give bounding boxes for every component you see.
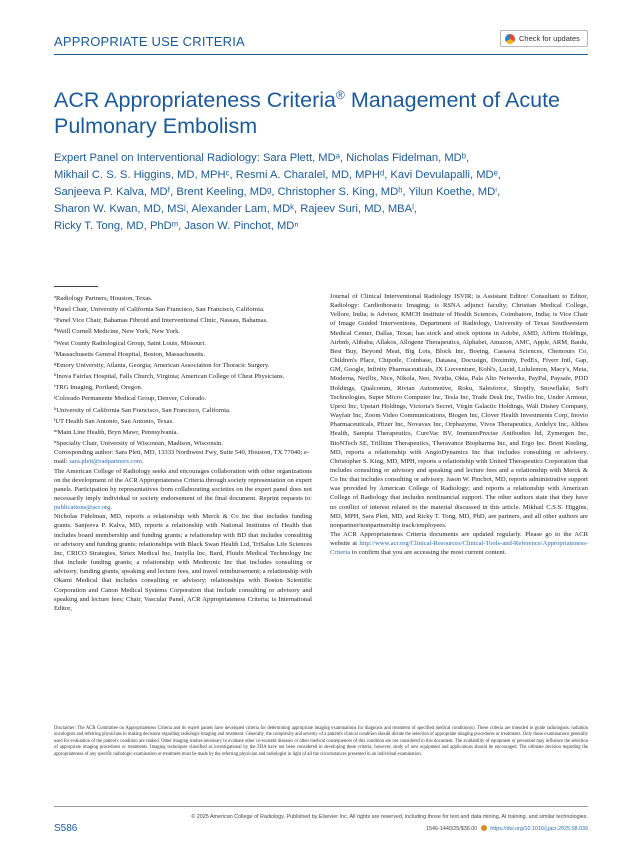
affiliation-item xyxy=(54,392,312,403)
affiliation-text: UT Health San Antonio, San Antonio, Texas. xyxy=(55,417,174,425)
affiliation-marker: m xyxy=(54,427,58,433)
affiliation-item xyxy=(54,325,312,336)
acr-statement-end: . xyxy=(110,504,112,512)
affiliation-marker: c xyxy=(54,316,56,322)
update-note-text: The ACR Appropriateness Criteria documents are updated regularly. Please go to the ACR website at xyxy=(330,531,588,548)
affiliation-item xyxy=(54,348,312,359)
affiliation-item xyxy=(54,337,312,348)
doi-link[interactable]: https://doi.org/10.1016/j.jacr.2025.08.039 xyxy=(490,826,588,832)
title-part-2: Management of Acute Pulmonary Embolism xyxy=(54,88,560,139)
affiliation-marker: d xyxy=(54,327,57,333)
registered-mark: ® xyxy=(336,88,345,102)
article-title xyxy=(54,82,594,139)
section-header: APPROPRIATE USE CRITERIA xyxy=(54,34,245,49)
affiliation-item xyxy=(54,314,312,325)
update-note-end: to confirm that you are accessing the most current content. xyxy=(350,549,507,557)
acr-statement-text: The American College of Radiology seeks and encourages collaboration with other organizations on the development of the ACR Appropriateness Criteria through society representation on expert panels. Participation by representatives from collaborating societies on the expert panel does not necessarily imply individual or society endorsement of the final document. Reprint requests to: xyxy=(54,467,312,502)
affiliation-text: Massachusetts General Hospital, Boston, Massachusetts. xyxy=(55,350,206,358)
affiliation-item xyxy=(54,381,312,392)
author-line: Sanjeeva P. Kalva, MDᶠ, Brent Keeling, MDᵍ, Christopher S. King, MDʰ, Yilun Koethe, MDⁱ, xyxy=(54,186,501,198)
affiliation-text: University of California San Francisco, San Francisco, California. xyxy=(56,406,231,414)
affiliation-marker: i xyxy=(54,383,56,389)
affiliation-text: Emory University, Atlanta, Georgia; American Association for Thoracic Surgery. xyxy=(56,361,270,369)
affiliation-text: West County Radiological Group, Saint Louis, Missouri. xyxy=(56,339,206,347)
affiliation-marker: l xyxy=(54,416,56,422)
reprint-email-link[interactable]: publications@acr.org xyxy=(54,504,111,512)
affiliation-item xyxy=(54,404,312,415)
page-number: S586 xyxy=(54,823,78,834)
header-divider xyxy=(54,54,588,55)
corresponding-author xyxy=(54,448,312,466)
affiliation-text: Inova Fairfax Hospital, Falls Church, Virginia; American College of Chest Physicians. xyxy=(56,373,285,381)
author-line: Ricky T. Tong, MD, PhDᵐ, Jason W. Pinchot, MDⁿ xyxy=(54,220,299,232)
corresponding-end: . xyxy=(141,458,144,466)
disclosures-left: Nicholas Fidelman, MD, reports a relationship with Merck & Co Inc that includes funding grants. Sanjeeva P. Kalva, MD, reports a relationship with National Institutes of Health that includes board membership and funding grants; a relationship with BD that includes consulting or advisory and funding grants; relationships with Black Swan Health Ltd, TriSalus Life Sciences Inc, CRICO Strategies, Sirtex Medical Inc, Instylla Inc, Bard, Fluidx Medical Technology Inc that include funding grants; a relationship with Medtronic Inc that includes consulting or advisory, funding grants, speaking and lecture fees, and travel reimbursement; a relationship with Okami Medical that includes consulting or advisory; relationships with Boston Scientific Corporation and Canon Medical Systems Corporation that include consulting or advisory and speaking and lecture fees; Chair, Vascular Panel, ACR Appropriateness Criteria; is International Editor, xyxy=(54,513,312,612)
issn: 1546-1440/25/$36.00 xyxy=(426,826,478,832)
affiliation-item xyxy=(54,292,312,303)
affiliation-marker: h xyxy=(54,372,57,378)
doi-icon xyxy=(481,825,487,831)
affiliation-marker: k xyxy=(54,405,57,411)
footnote-divider xyxy=(54,286,98,287)
affiliation-marker: n xyxy=(54,439,57,445)
issn-doi-line xyxy=(134,825,588,832)
affiliation-item xyxy=(54,415,312,426)
affiliation-text: Specialty Chair, University of Wisconsin, Madison, Wisconsin. xyxy=(56,440,223,448)
right-column xyxy=(330,292,588,558)
author-line: Sharon W. Kwan, MD, MSʲ, Alexander Lam, MDᵏ, Rajeev Suri, MD, MBAˡ, xyxy=(54,203,417,215)
title-part-1: ACR Appropriateness Criteria xyxy=(54,88,337,113)
disclosures-right: Journal of Clinical Interventional Radiology ISVIR; is Assistant Editor/ Consultant to Editor, Radiology: Cardiothoracic Imaging; is RSNA adjunct faculty; Christian Medical College, Vellore, India; is Advisor, KMCH Institute of Health Sciences, Coimbatore, India; is Vice Chair of Image Guided Interventions, Department of Radiology, University of Texas Southwestern Medical Center, Dallas, Texas; has stock and stock options in Adobe, AMD, Affirm Holdings, Airbnb, Alibaba, Allakos, Allogene Therapeutics, Alphabet, Amazon, AMC, Apple, ARM, Baidu, Best Buy, Beyond Meat, Big Lots, Block Inc, Boeing, Cassava Sciences, Chemours Co, Children's Place, Chipotle, Coinbase, Datasea, Docusign, Doximity, FedEx, Fiverr Intl, Gap, GM, Google, Infinity Pharmaceuticals, JX Luxventure, Kohl's, Lucid, Lululemon, Macy's, Meta, Moderna, Netflix, Nice, Nikola, Neo, Nvidia, Okta, Pala Alto Networks, PayPal, Paysafe, PDD Holdings, Qualcomm, Rivian Automotive, Roku, Salesforce, Shopify, Snowflake, SoFi Technologies, Super Micro Computer Inc, Tesla Inc, Trade Desk Inc, Twilio Inc, Under Armour, Upexi Inc, Upstart Holdings, Victoria's Secret, Virgin Galactic Holdings, Walt Disney Company, Wayfair Inc, Zoom Video Communications, Biogen Inc, Clover Health Investments Corp, Inovio Pharmaceuticals, Pfizer Inc, Novavax Inc, Orphazyme, Vivos Therapeutics, Ardelyx Inc, Althea Health, Sarepta Therapeutics, CureVac BV, ImmunoPrecise Antibodies ltd, Zymergen Inc, BioNTech SE, Trillium Therapeutics, Theravance Biopharma Inc, and Ergo Inc. Brent Keeling, MD, reports a relationship with AngioDynamics Inc that includes consulting or advisory. Christopher S. King, MD, MPH, reports a relationship with United Therapeutics Corporation that includes consulting or advisory and speaking and lecture fees and a relationship with Merck & Co Inc that includes consulting or advisory. Jason W. Pinchot, MD, reports administrative support was provided by American College of Radiology; and reports a relationship with American College of Radiology that includes nonfinancial support. The other authors state that they have no conflict of interest related to the material discussed in this article. Mikhail C.S.S. Higgins, MD, MPH, Sara Plett, MD, and Ricky T. Tong, MD, PhD, are partners, and all other authors are nonpartner/nonpartnership track/employees. xyxy=(330,293,588,529)
acr-statement xyxy=(54,467,312,513)
affiliation-item xyxy=(54,370,312,381)
affiliation-text: Panel Vice Chair, Bahamas Fibroid and Interventional Clinic, Nassau, Bahamas. xyxy=(56,317,268,325)
footer-divider xyxy=(54,806,588,807)
acr-website-link[interactable]: http://www.acr.org/Clinical-Resources/Clinical-Tools-and-Reference/Appropriateness-Criteria xyxy=(330,540,588,557)
affiliation-text: Colorado Permanente Medical Group, Denver, Colorado. xyxy=(55,395,207,403)
affiliation-text: Panel Chair, University of California San Francisco, San Francisco, California. xyxy=(56,306,265,314)
affiliation-marker: b xyxy=(54,305,57,311)
disclaimer: Disclaimer: The ACR Committee on Appropriateness Criteria and its expert panels have developed criteria for determining appropriate imaging examinations for diagnosis and treatment of specified medical condition(s). These criteria are intended to guide radiologists, radiation oncologists and referring physicians in making decisions regarding radiologic imaging and treatment. Generally, the complexity and severity of a patient's clinical condition should dictate the selection of appropriate imaging procedures or treatments. Only those examinations generally used for evaluation of the patient's condition are ranked. Other imaging studies necessary to evaluate other co-existent diseases or other medical consequences of this condition are not considered in this document. The availability of equipment or personnel may influence the selection of appropriate imaging procedures or treatments. Imaging techniques classified as investigational by the FDA have not been considered in developing these criteria; however, study of new equipment and applications should be encouraged. The ultimate decision regarding the appropriateness of any specific radiologic examination or treatment must be made by the referring physician and radiologist in light of all the circumstances presented in an individual examination. xyxy=(54,726,588,757)
affiliation-item xyxy=(54,303,312,314)
check-for-updates-label: Check for updates xyxy=(519,34,580,43)
affiliation-marker: j xyxy=(54,394,56,400)
affiliation-list xyxy=(54,292,312,448)
copyright-notice: © 2025 American College of Radiology. Published by Elsevier Inc. All rights are reserved, including those for text and data mining, AI training, and similar technologies. xyxy=(191,814,588,820)
affiliation-text: Radiology Partners, Houston, Texas. xyxy=(56,295,153,302)
author-line: Expert Panel on Interventional Radiology: Sara Plett, MDᵃ, Nicholas Fidelman, MDᵇ, xyxy=(54,152,470,164)
affiliation-text: TRG Imaging, Portland, Oregon. xyxy=(55,384,143,392)
affiliation-item xyxy=(54,359,312,370)
affiliation-item xyxy=(54,437,312,448)
affiliation-marker: a xyxy=(54,294,56,299)
update-note xyxy=(330,530,588,557)
author-line: Mikhail C. S. S. Higgins, MD, MPHᶜ, Resmi A. Charalel, MD, MPHᵈ, Kavi Devulapalli, MDᵉ, xyxy=(54,169,501,181)
affiliation-marker: e xyxy=(54,338,56,344)
affiliation-item xyxy=(54,426,312,437)
check-for-updates-button[interactable] xyxy=(500,30,588,47)
affiliation-text: Weill Cornell Medicine, New York, New York. xyxy=(56,328,181,336)
affiliation-text: Main Line Health, Bryn Mawr, Pennsylvania. xyxy=(57,428,179,436)
author-list xyxy=(54,150,594,235)
corresponding-text: Corresponding author: Sara Plett, MD, 13333 Northwest Fwy, Suite 540, Houston, TX 77040; e-mail: xyxy=(54,449,310,466)
left-column xyxy=(54,292,312,613)
crossmark-icon xyxy=(505,34,515,44)
affiliation-marker: g xyxy=(54,360,57,366)
corresponding-email-link[interactable]: sara.plett@radpartners.com xyxy=(69,458,142,466)
affiliation-marker: f xyxy=(54,349,56,355)
